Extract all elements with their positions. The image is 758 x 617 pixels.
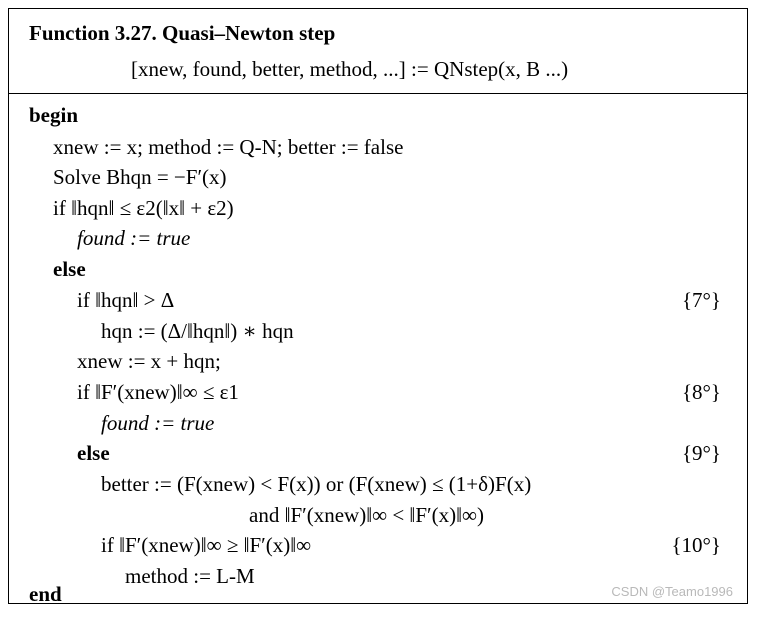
line-begin: begin <box>29 103 79 127</box>
line-update-x: xnew := x + hqn; <box>77 349 221 373</box>
line-if-switch: if ‖F′(xnew)‖∞ ≥ ‖F′(x)‖∞ <box>101 533 312 557</box>
algorithm-box <box>8 8 748 604</box>
line-better-cont: and ‖F′(xnew)‖∞ < ‖F′(x)‖∞) <box>249 503 484 527</box>
tag-8: {8°} <box>681 380 721 404</box>
line-end: end <box>29 582 62 606</box>
tag-10: {10°} <box>671 533 721 557</box>
line-if-converged: if ‖F′(xnew)‖∞ ≤ ε1 <box>77 380 239 404</box>
tag-7: {7°} <box>681 288 721 312</box>
line-scale-step: hqn := (Δ/‖hqn‖) ∗ hqn <box>101 319 294 343</box>
function-signature: [xnew, found, better, method, ...] := QNstep(x, B ...) <box>131 57 569 81</box>
watermark-text: CSDN @Teamo1996 <box>611 584 733 599</box>
line-solve: Solve Bhqn = −F′(x) <box>53 165 227 189</box>
line-found-true-2: found := true <box>101 411 215 435</box>
algorithm-header <box>9 9 747 94</box>
line-better: better := (F(xnew) < F(x)) or (F(xnew) ≤ (1+δ)F(x) <box>101 472 532 496</box>
line-init: xnew := x; method := Q-N; better := false <box>53 135 404 159</box>
line-else-2: else <box>77 441 110 465</box>
line-found-true-1: found := true <box>77 226 191 250</box>
tag-9: {9°} <box>681 441 721 465</box>
line-if-trust: if ‖hqn‖ > Δ <box>77 288 175 312</box>
algorithm-title: Function 3.27. Quasi–Newton step <box>29 21 336 45</box>
line-method-lm: method := L-M <box>125 564 255 588</box>
line-if-small-step: if ‖hqn‖ ≤ ε2(‖x‖ + ε2) <box>53 196 234 220</box>
line-else-1: else <box>53 257 86 281</box>
